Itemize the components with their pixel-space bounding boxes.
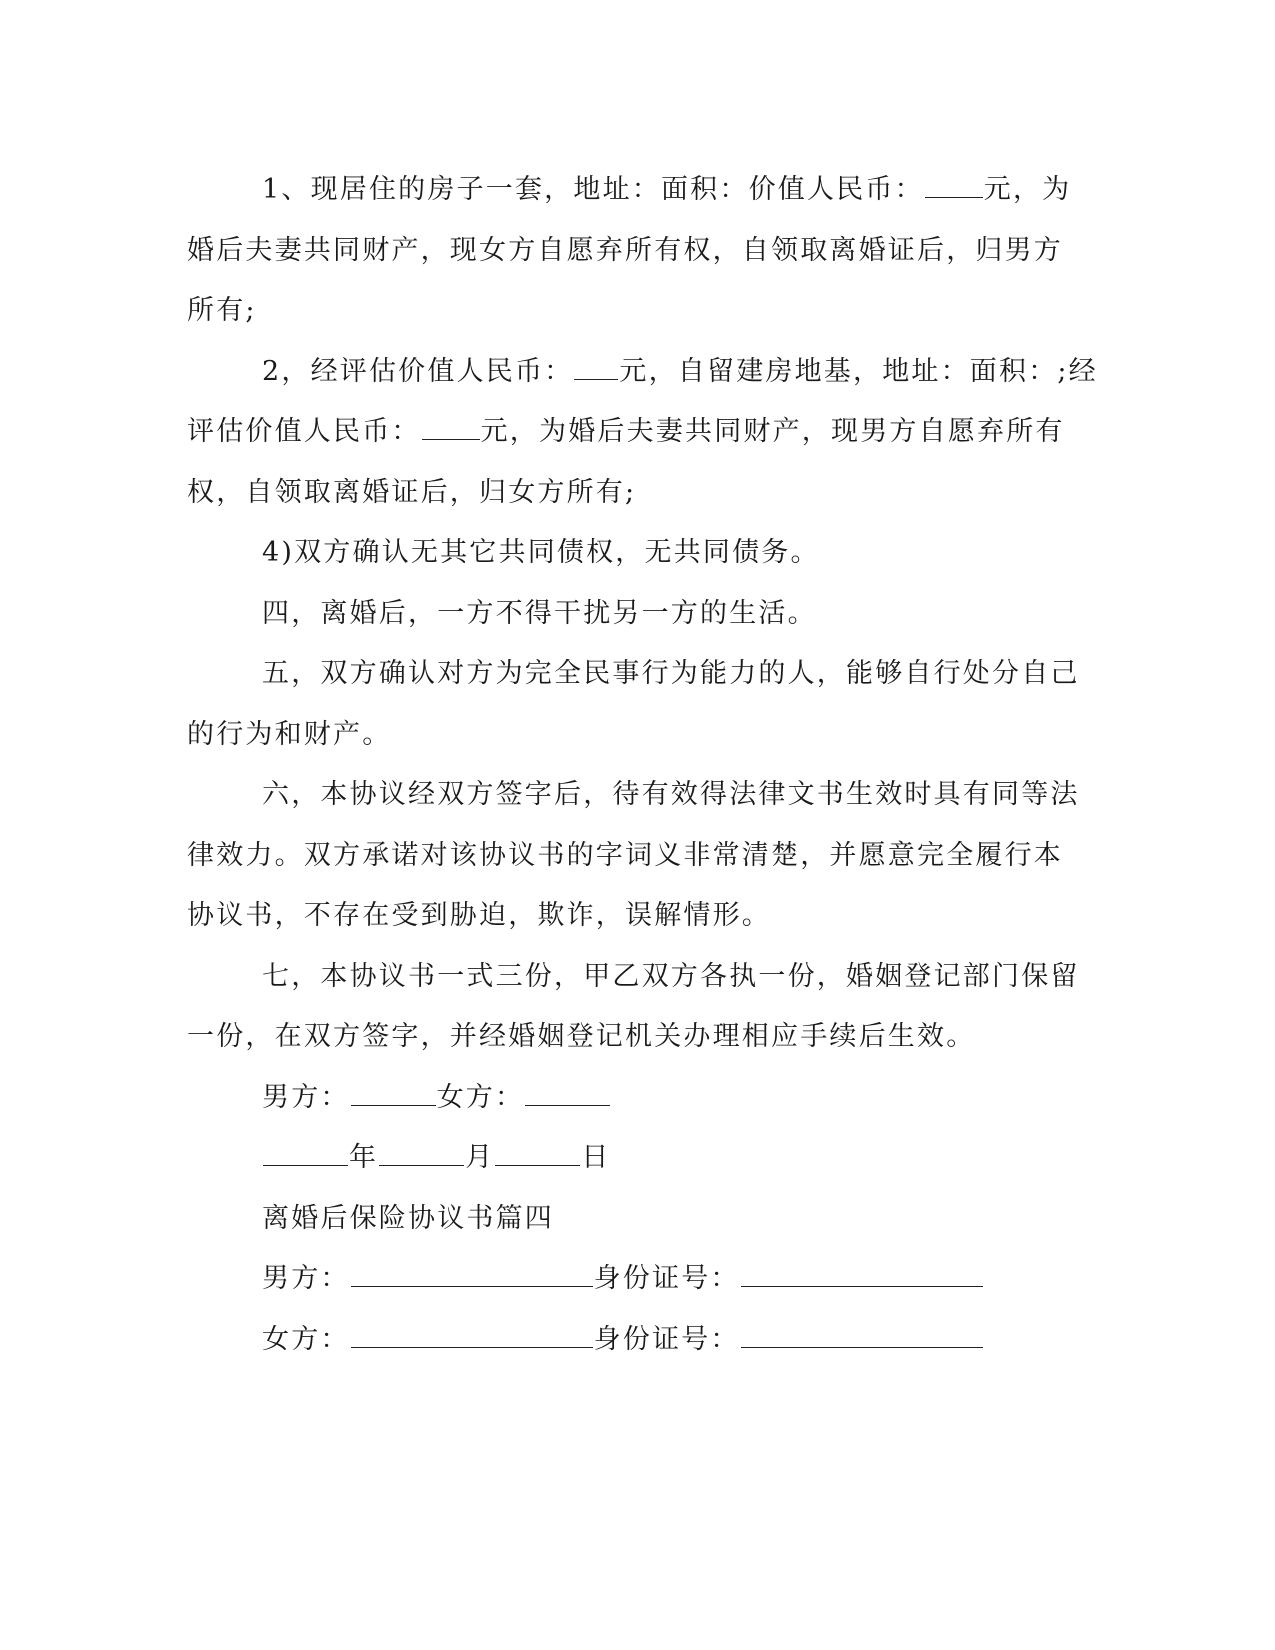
section-title: 离婚后保险协议书篇四 — [262, 1202, 554, 1234]
female-signature-label: 女方： — [436, 1081, 525, 1113]
year-label: 年 — [349, 1142, 379, 1173]
female-name-blank[interactable] — [351, 1325, 593, 1348]
year-blank[interactable] — [263, 1143, 348, 1166]
item1-line1 — [187, 160, 1072, 221]
male-party-label: 男方： — [262, 1263, 350, 1294]
clause6-line1: 六，本协议经双方签字后，待有效得法律文书生效时具有同等法 — [262, 779, 1080, 810]
month-blank[interactable] — [379, 1143, 464, 1166]
male-id-blank[interactable] — [741, 1264, 983, 1287]
item2-text-d: 元，为婚后夫妻共同财产，现男方自愿弃所有 — [480, 416, 1065, 447]
item4-line: 4)双方确认无其它共同债权，无共同债务。 — [262, 537, 820, 568]
item2-text-b: 元，自留建房地基，地址：面积：;经 — [619, 355, 1098, 387]
amount-blank[interactable] — [574, 357, 618, 380]
document-page — [187, 160, 1098, 1370]
female-id-label: 身份证号： — [593, 1323, 740, 1355]
amount-blank[interactable] — [422, 417, 480, 440]
male-id-label: 身份证号： — [593, 1263, 740, 1294]
item1-text-a: 1、现居住的房子一套，地址：面积：价值人民币： — [262, 174, 924, 205]
male-name-blank[interactable] — [351, 1264, 593, 1287]
female-signature-blank[interactable] — [525, 1083, 610, 1106]
item2-text-c: 评估价值人民币： — [187, 416, 421, 447]
item1-line3: 所有; — [187, 295, 257, 326]
female-party-label: 女方： — [262, 1323, 350, 1355]
clause5-line2: 的行为和财产。 — [187, 718, 392, 750]
male-signature-blank[interactable] — [351, 1083, 436, 1106]
item2-line3: 权，自领取离婚证后，归女方所有; — [187, 476, 637, 508]
male-signature-label: 男方： — [262, 1081, 350, 1113]
month-label: 月 — [465, 1142, 495, 1173]
female-id-blank[interactable] — [741, 1325, 983, 1348]
item1-text-b: 元，为 — [983, 174, 1072, 205]
female-party-line — [187, 1310, 1067, 1371]
clause6-line2: 律效力。双方承诺对该协议书的字词义非常清楚，并愿意完全履行本 — [187, 839, 1063, 871]
amount-blank[interactable] — [925, 175, 983, 198]
clause5-line1: 五，双方确认对方为完全民事行为能力的人，能够自行处分自己 — [262, 658, 1080, 689]
item2-line1 — [187, 342, 1098, 403]
day-blank[interactable] — [495, 1143, 580, 1166]
clause7-line1: 七，本协议书一式三份，甲乙双方各执一份，婚姻登记部门保留 — [262, 960, 1080, 992]
signature-line — [187, 1068, 1067, 1129]
male-party-line — [187, 1249, 1067, 1310]
day-label: 日 — [581, 1142, 611, 1173]
date-line — [187, 1128, 1067, 1189]
clause7-line2: 一份，在双方签字，并经婚姻登记机关办理相应手续后生效。 — [187, 1021, 976, 1052]
clause6-line3: 协议书，不存在受到胁迫，欺诈，误解情形。 — [187, 900, 771, 931]
item2-line2 — [187, 402, 1067, 463]
item1-line2: 婚后夫妻共同财产，现女方自愿弃所有权，自领取离婚证后，归男方 — [187, 234, 1063, 266]
clause4-line: 四，离婚后，一方不得干扰另一方的生活。 — [262, 597, 817, 629]
item2-text-a: 2，经评估价值人民币： — [262, 355, 574, 387]
